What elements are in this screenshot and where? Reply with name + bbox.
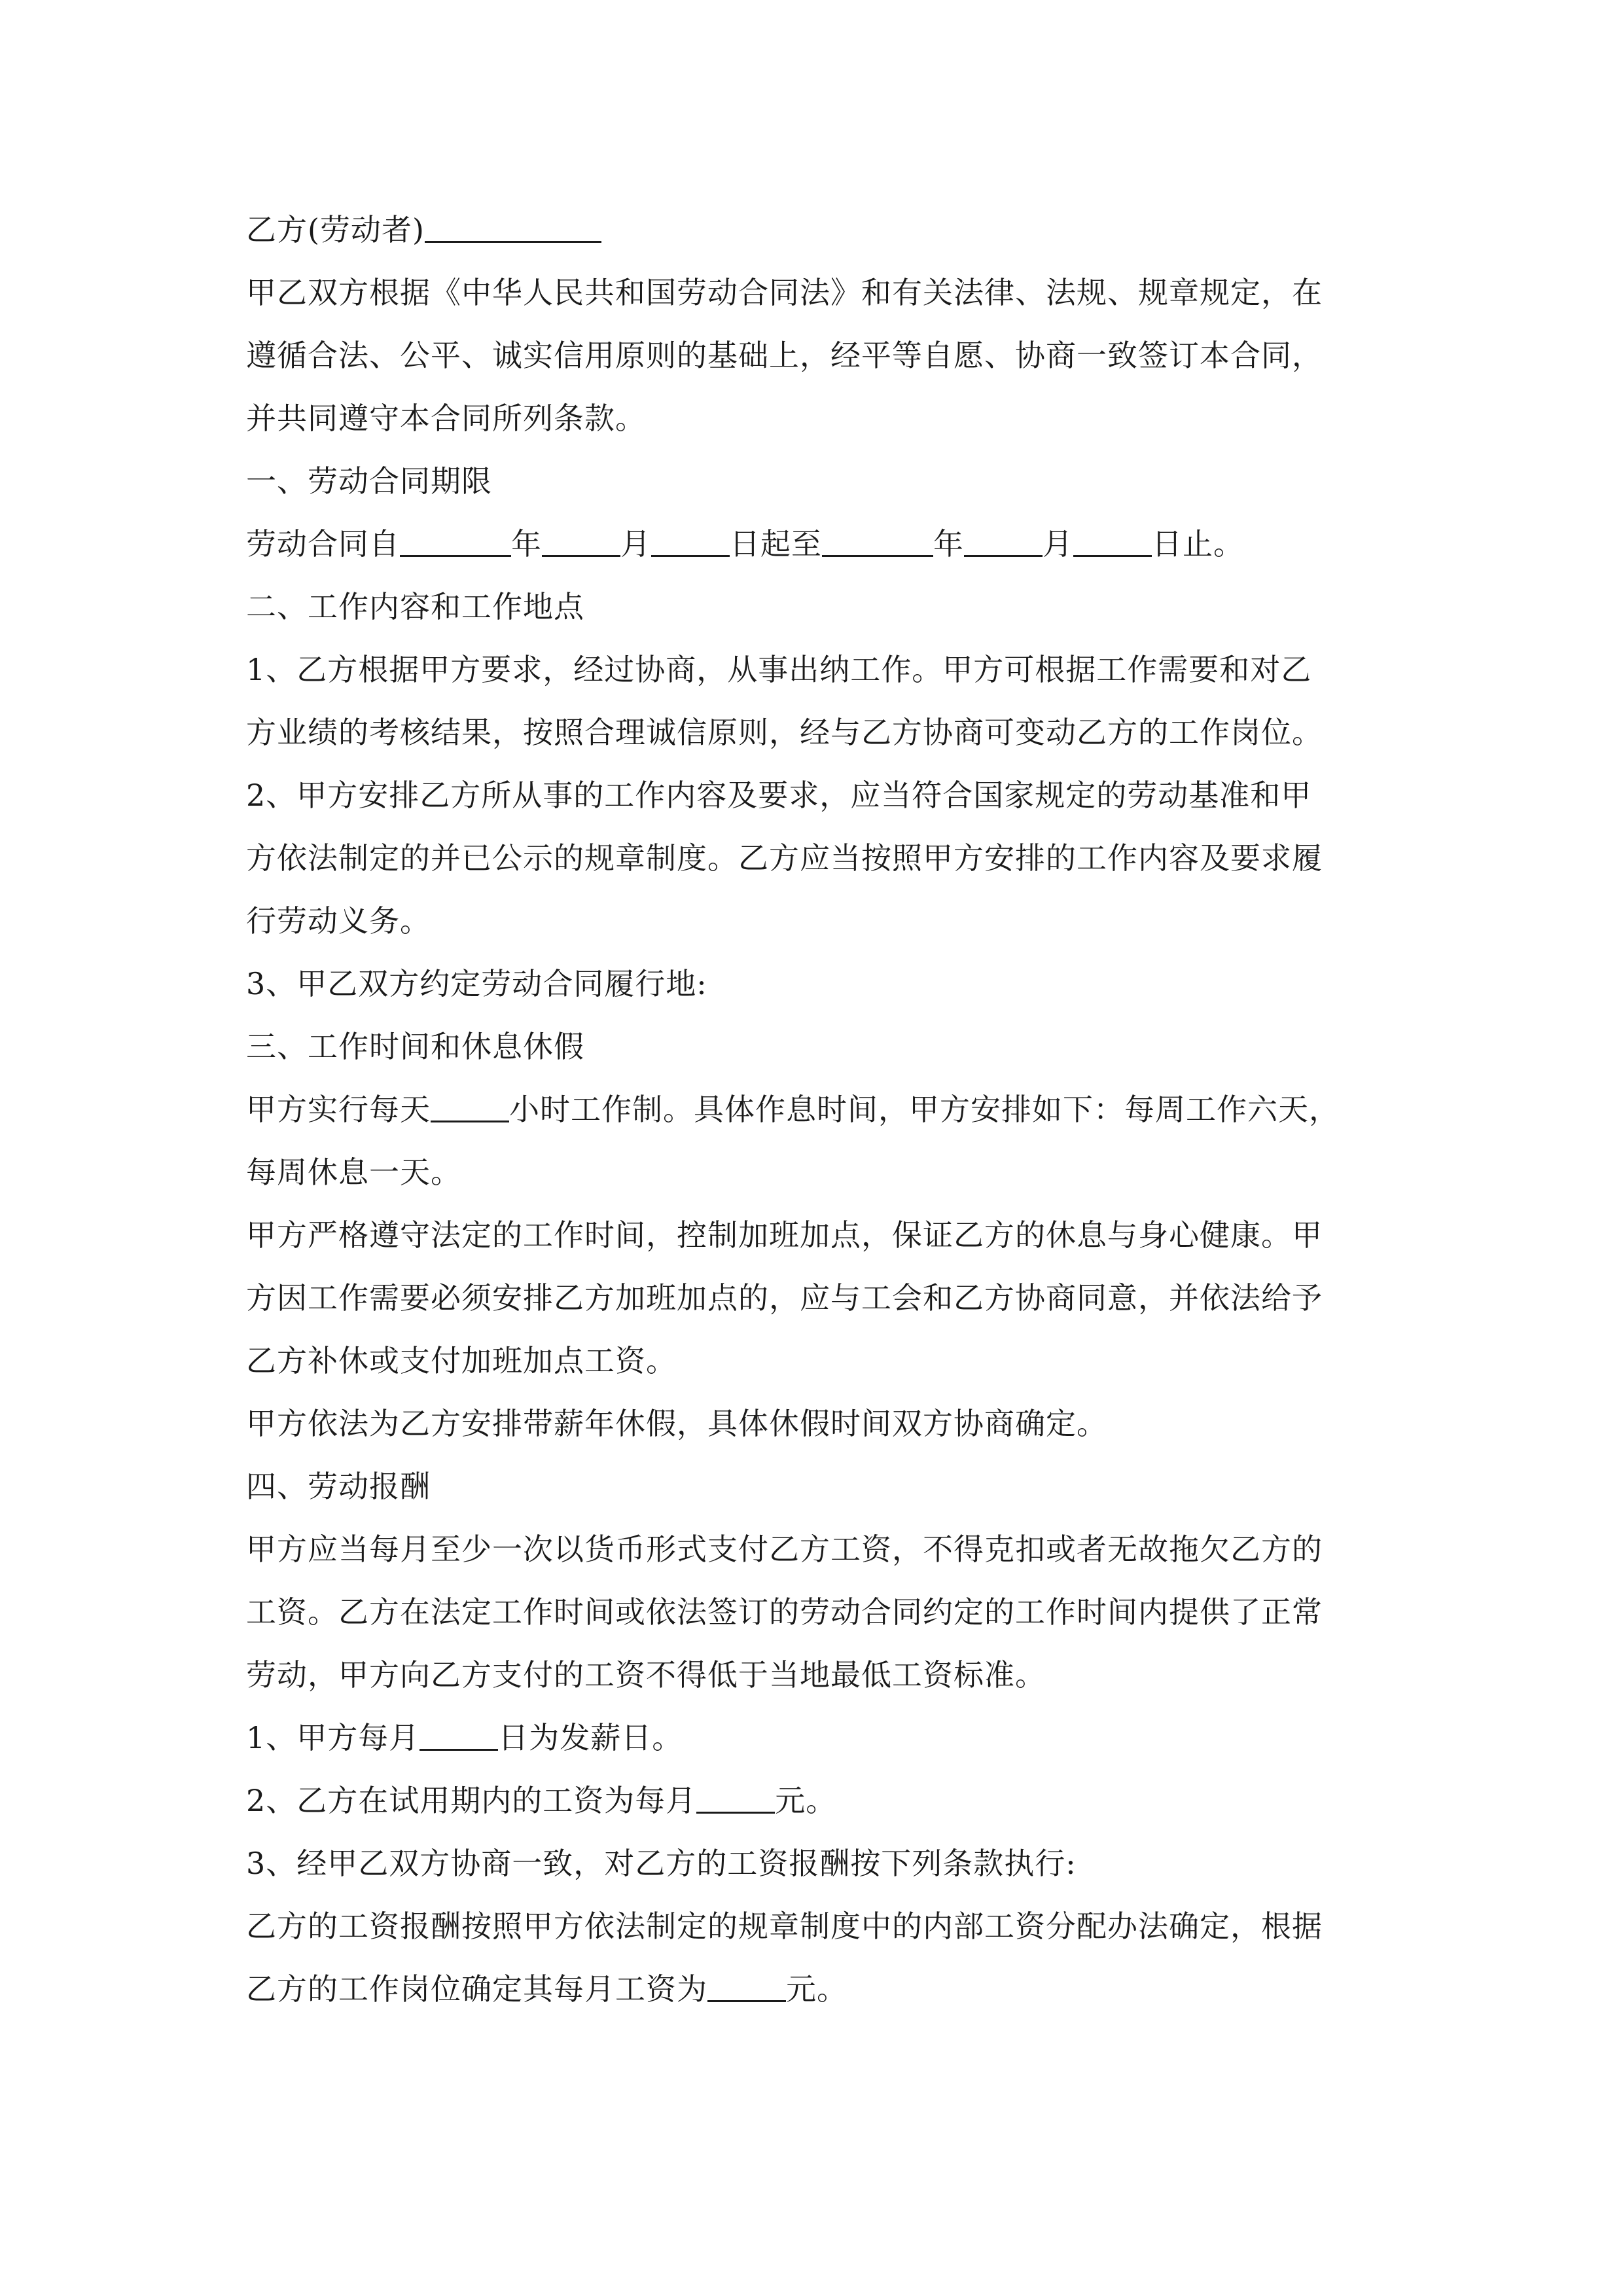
s3-p2-line-1 [246, 1202, 1398, 1268]
intro-line-1 [246, 260, 1398, 325]
paragraph-text: 元。 [775, 1783, 837, 1818]
contract-term-line [246, 511, 1398, 577]
paragraph-text: 甲方实行每天 [246, 1092, 431, 1127]
payday-blank [419, 1710, 498, 1751]
s2-item1-line-2 [246, 700, 1398, 765]
party-b-line [246, 197, 1398, 262]
paragraph-text: 甲方严格遵守法定的工作时间，控制加班加点，保证乙方的休息与身心健康。甲 [246, 1217, 1323, 1253]
s3-p2-line-3 [246, 1328, 1398, 1393]
section-heading: 三、工作时间和休息休假 [246, 1029, 584, 1064]
s4-item2-line [246, 1768, 1398, 1833]
section-heading: 四、劳动报酬 [246, 1469, 431, 1504]
paragraph-text: 3、甲乙双方约定劳动合同履行地: [246, 966, 707, 1001]
term-text: 日止。 [1152, 526, 1244, 562]
s4-item3-line [246, 1831, 1398, 1896]
paragraph-text: 甲方应当每月至少一次以货币形式支付乙方工资，不得克扣或者无故拖欠乙方的 [246, 1532, 1323, 1567]
s3-p1-line-2 [246, 1139, 1398, 1205]
paragraph-text: 劳动，甲方向乙方支付的工资不得低于当地最低工资标准。 [246, 1657, 1046, 1693]
start-year-blank [400, 516, 511, 557]
probation-salary-blank [696, 1772, 775, 1814]
paragraph-text: 乙方的工资报酬按照甲方依法制定的规章制度中的内部工资分配办法确定，根据 [246, 1909, 1323, 1944]
section-3-heading [246, 1014, 1398, 1079]
paragraph-text: 乙方补休或支付加班加点工资。 [246, 1343, 677, 1378]
paragraph-text: 方业绩的考核结果，按照合理诚信原则，经与乙方协商可变动乙方的工作岗位。 [246, 715, 1323, 750]
s3-p1-line-1 [246, 1077, 1398, 1142]
paragraph-text: 行劳动义务。 [246, 903, 431, 939]
monthly-salary-blank [707, 1961, 786, 2002]
term-text: 月 [620, 526, 651, 562]
daily-hours-blank [431, 1081, 509, 1122]
paragraph-text: 2、甲方安排乙方所从事的工作内容及要求，应当符合国家规定的劳动基准和甲 [246, 778, 1312, 813]
section-heading: 二、工作内容和工作地点 [246, 589, 584, 624]
term-text: 劳动合同自 [246, 526, 400, 562]
s3-p3-line [246, 1391, 1398, 1456]
s2-item2-line-2 [246, 825, 1398, 891]
section-4-heading [246, 1454, 1398, 1519]
s3-p2-line-2 [246, 1265, 1398, 1331]
term-text: 月 [1043, 526, 1073, 562]
section-1-heading [246, 448, 1398, 514]
s2-item2-line-1 [246, 762, 1398, 828]
paragraph-text: 元。 [786, 1971, 847, 2007]
paragraph-text: 小时工作制。具体作息时间，甲方安排如下：每周工作六天， [509, 1092, 1340, 1127]
s4-p1-line-3 [246, 1642, 1398, 1708]
paragraph-text: 1、乙方根据甲方要求，经过协商，从事出纳工作。甲方可根据工作需要和对乙 [246, 652, 1312, 687]
party-b-blank [425, 202, 601, 243]
s4-p1-line-1 [246, 1516, 1398, 1582]
end-month-blank [964, 516, 1043, 557]
term-text: 年 [933, 526, 964, 562]
paragraph-text: 2、乙方在试用期内的工资为每月 [246, 1783, 697, 1818]
term-text: 年 [511, 526, 542, 562]
end-day-blank [1073, 516, 1152, 557]
end-year-blank [822, 516, 933, 557]
intro-line-3 [246, 386, 1398, 451]
s2-item2-line-3 [246, 888, 1398, 954]
paragraph-text: 工资。乙方在法定工作时间或依法签订的劳动合同约定的工作时间内提供了正常 [246, 1594, 1323, 1630]
start-day-blank [651, 516, 730, 557]
paragraph-text: 3、经甲乙双方协商一致，对乙方的工资报酬按下列条款执行: [246, 1846, 1077, 1881]
s4-p1-line-2 [246, 1579, 1398, 1645]
s2-item1-line-1 [246, 637, 1398, 702]
intro-text: 遵循合法、公平、诚实信用原则的基础上，经平等自愿、协商一致签订本合同， [246, 338, 1323, 373]
intro-text: 甲乙双方根据《中华人民共和国劳动合同法》和有关法律、法规、规章规定，在 [246, 275, 1323, 310]
paragraph-text: 方依法制定的并已公示的规章制度。乙方应当按照甲方安排的工作内容及要求履 [246, 840, 1323, 876]
paragraph-text: 乙方的工作岗位确定其每月工资为 [246, 1971, 707, 2007]
paragraph-text: 1、甲方每月 [246, 1720, 420, 1755]
intro-text: 并共同遵守本合同所列条款。 [246, 401, 646, 436]
start-month-blank [542, 516, 620, 557]
s4-item1-line [246, 1705, 1398, 1770]
section-heading: 一、劳动合同期限 [246, 463, 492, 499]
paragraph-text: 方因工作需要必须安排乙方加班加点的，应与工会和乙方协商同意，并依法给予 [246, 1280, 1323, 1316]
s4-p2-line-1 [246, 1893, 1398, 1959]
s2-item3-line [246, 951, 1398, 1016]
paragraph-text: 每周休息一天。 [246, 1155, 461, 1190]
party-b-label: 乙方(劳动者) [246, 212, 425, 247]
s4-p2-line-2 [246, 1956, 1398, 2022]
paragraph-text: 甲方依法为乙方安排带薪年休假，具体休假时间双方协商确定。 [246, 1406, 1107, 1441]
intro-line-2 [246, 323, 1398, 388]
term-text: 日起至 [730, 526, 822, 562]
paragraph-text: 日为发薪日。 [498, 1720, 683, 1755]
section-2-heading [246, 574, 1398, 639]
